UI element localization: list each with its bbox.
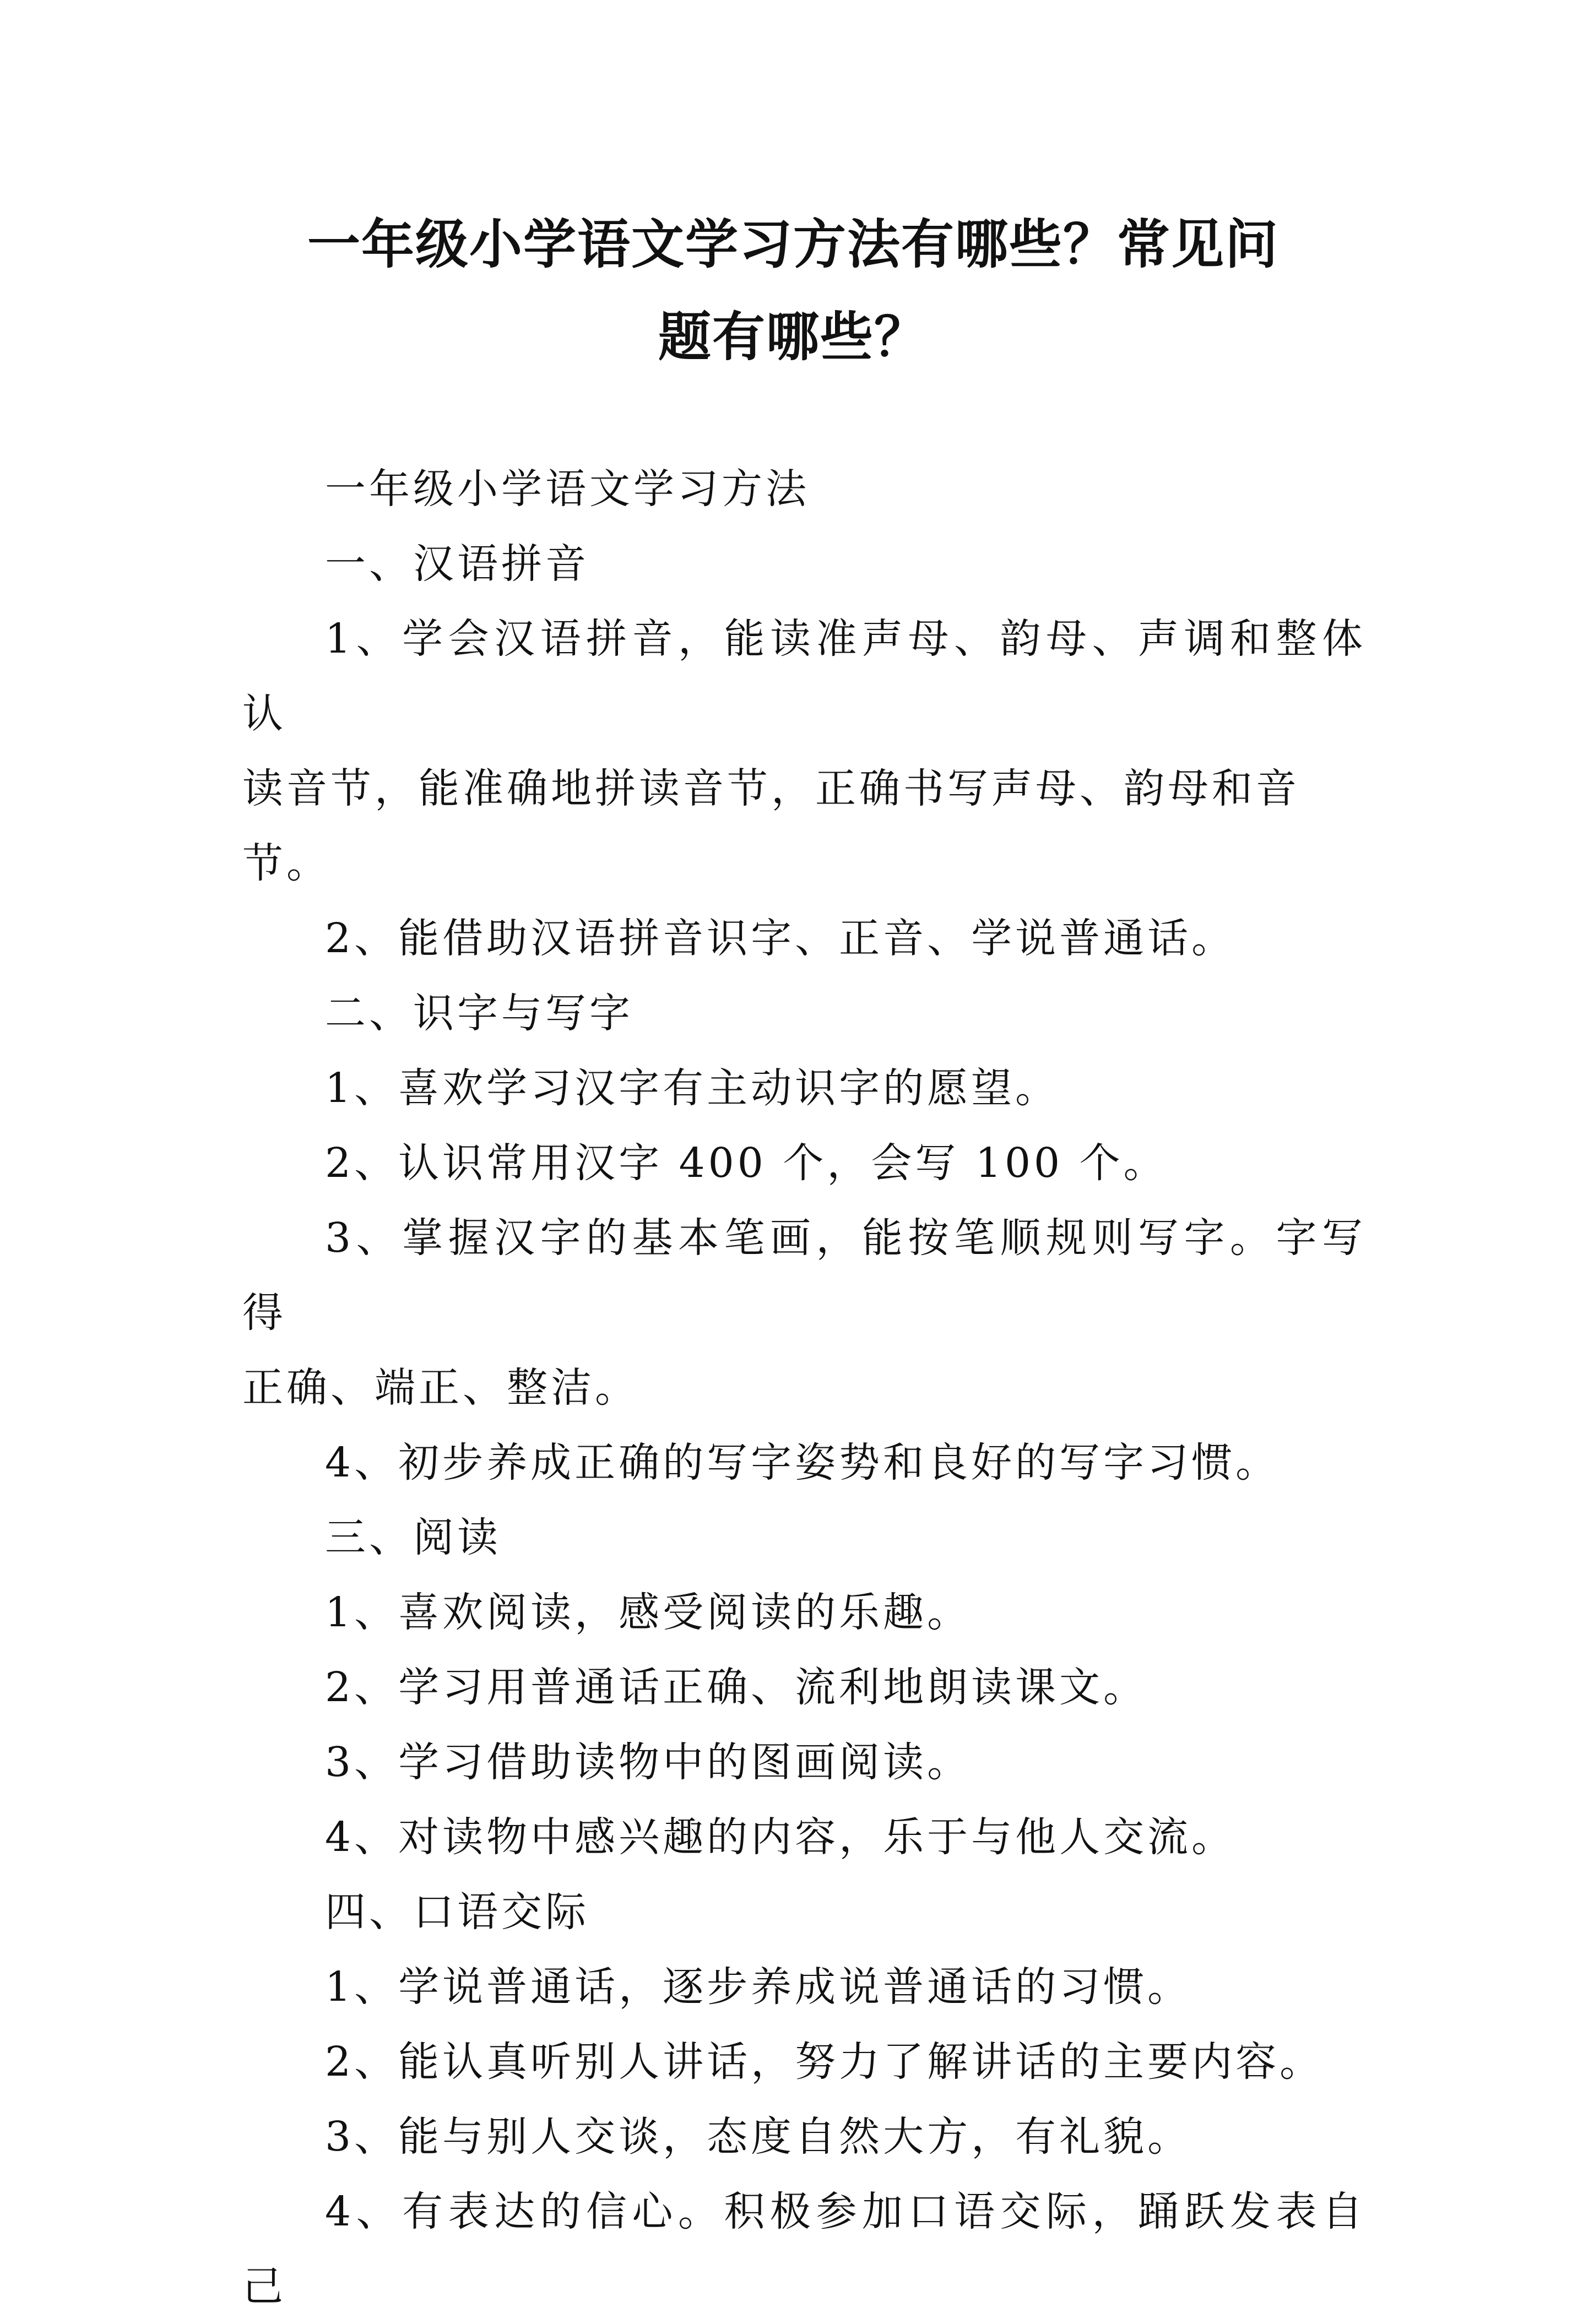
paragraph-line: 1、喜欢学习汉字有主动识字的愿望。 xyxy=(325,1065,1060,1112)
paragraph-line: 2、能借助汉语拼音识字、正音、学说普通话。 xyxy=(325,915,1236,962)
paragraph-line: 1、喜欢阅读，感受阅读的乐趣。 xyxy=(325,1589,972,1636)
document-body xyxy=(242,452,1366,2324)
paragraph-line: 2、认识常用汉字 400 个，会写 100 个。 xyxy=(325,1139,1168,1187)
paragraph-line: 2、能认真听别人讲话，努力了解讲话的主要内容。 xyxy=(325,2038,1324,2086)
paragraph-line: 3、学习借助读物中的图画阅读。 xyxy=(325,1739,972,1786)
paragraph-line: 4、有表达的信心。积极参加口语交际，踊跃发表自己 xyxy=(242,2188,1366,2310)
title-line-1: 一年级小学语文学习方法有哪些？常见问 xyxy=(307,214,1279,275)
paragraph-line: 1、学说普通话，逐步养成说普通话的习惯。 xyxy=(325,1963,1192,2011)
paragraph-line: 读音节，能准确地拼读音节，正确书写声母、韵母和音节。 xyxy=(242,765,1300,887)
section-heading: 三、阅读 xyxy=(325,1514,501,1561)
title-line-2: 题有哪些？ xyxy=(658,306,928,368)
section-heading: 二、识字与写字 xyxy=(325,990,633,1037)
section-heading: 一、汉语拼音 xyxy=(325,540,589,588)
paragraph-line: 3、掌握汉字的基本笔画，能按笔顺规则写字。字写得 xyxy=(242,1214,1366,1337)
paragraph-line: 一年级小学语文学习方法 xyxy=(325,465,810,513)
paragraph-line: 4、对读物中感兴趣的内容，乐于与他人交流。 xyxy=(325,1813,1236,1861)
section-heading: 四、口语交际 xyxy=(325,1888,589,1936)
paragraph-line: 2、学习用普通话正确、流利地朗读课文。 xyxy=(325,1664,1148,1711)
page-title xyxy=(242,198,1344,383)
paragraph-line: 4、初步养成正确的写字姿势和良好的写字习惯。 xyxy=(325,1439,1280,1486)
paragraph-line: 3、能与别人交谈，态度自然大方，有礼貌。 xyxy=(325,2113,1192,2160)
paragraph-line: 1、学会汉语拼音，能读准声母、韵母、声调和整体认 xyxy=(242,615,1366,737)
paragraph-line: 正确、端正、整洁。 xyxy=(242,1364,639,1411)
